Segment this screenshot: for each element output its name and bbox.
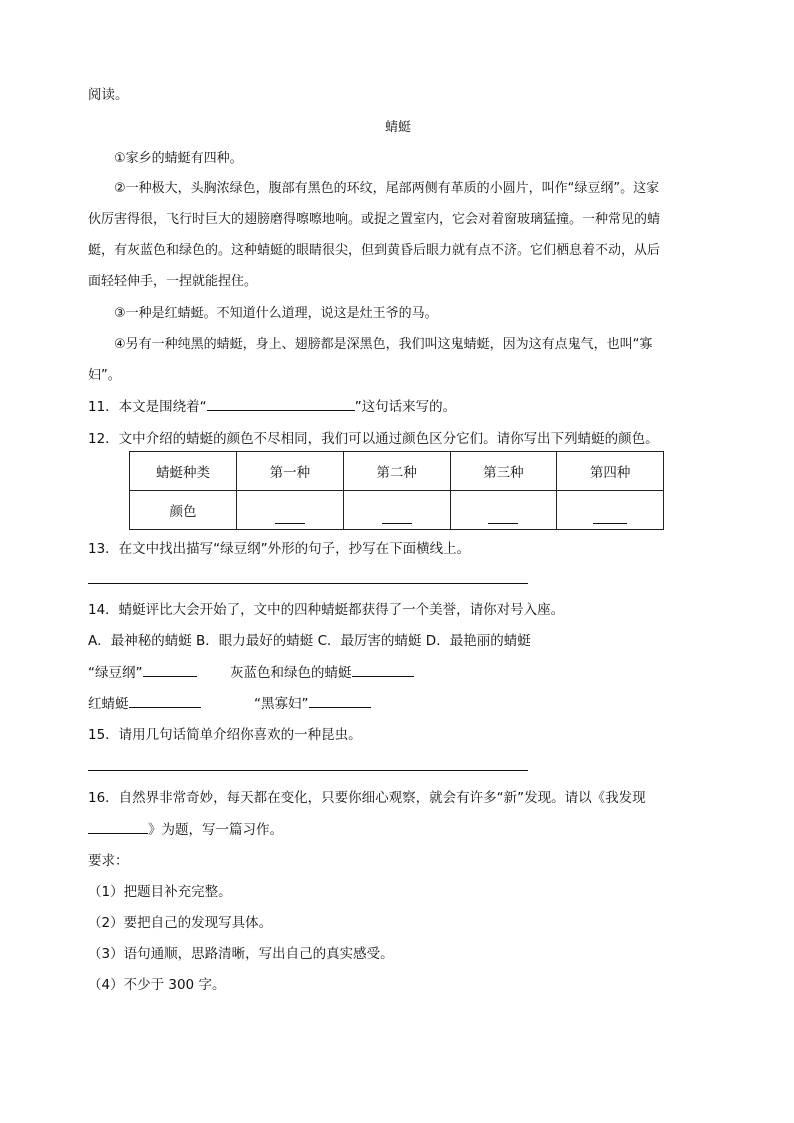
answer-blank[interactable] [593,511,627,524]
passage-title: 蜻蜓 [385,120,412,135]
passage-para-2-line-2: 伙厉害得很，飞行时巨大的翅膀磨得嚓嚓地响。或捉之置室内，它会对着窗玻璃猛撞。一种常见的蜻 [88,212,661,227]
q14-item-2 [230,661,414,681]
q14-options: A．最神秘的蜻蜓 B．眼力最好的蜻蜓 C．最厉害的蜻蜓 D．最艳丽的蜻蜓 [88,633,531,649]
q16-title-blank[interactable] [88,819,148,834]
passage-para-3: ③一种是红蜻蜓。不知道什么道理，说这是灶王爷的马。 [114,306,438,321]
table-header-cell: 第二种 [343,452,450,491]
reading-lead: 阅读。 [88,87,129,103]
q14-item-2-label: 灰蓝色和绿色的蜻蜓 [230,665,352,681]
question-16-line-2 [88,818,283,838]
table-row [130,452,664,491]
q11-text-after: ”这句话来写的。 [354,399,457,415]
q13-answer-line[interactable] [88,583,528,584]
question-15: 15．请用几句话简单介绍你喜欢的一种昆虫。 [88,727,362,743]
q14-item-3-blank[interactable] [129,693,201,708]
table-cell [237,491,344,530]
table-row [130,491,664,530]
question-16-line-1: 16．自然界非常奇妙，每天都在变化，只要你细心观察，就会有许多“新”发现。请以《我发现 [88,790,646,806]
table-header-cell: 第四种 [557,452,664,491]
color-table [129,451,664,530]
q16-requirements-title: 要求： [88,853,129,869]
q14-item-3-label: 红蜻蜓 [88,696,129,712]
table-cell [557,491,664,530]
q16-line-2-text: 》为题，写一篇习作。 [148,822,283,838]
answer-blank[interactable] [488,511,518,524]
q16-requirement-3: （3）语句通顺，思路清晰，写出自己的真实感受。 [88,946,394,962]
q14-item-4-blank[interactable] [309,693,371,708]
q15-answer-line[interactable] [88,770,528,771]
table-row-label: 颜色 [130,491,237,530]
q11-text-before: 11．本文是围绕着“ [88,399,207,415]
question-13: 13．在文中找出描写“绿豆纲”外形的句子，抄写在下面横线上。 [88,541,471,557]
passage-para-4-line-2: 妇”。 [88,368,121,383]
q16-requirement-2: （2）要把自己的发现写具体。 [88,915,273,931]
answer-blank[interactable] [382,511,412,524]
q14-item-4-label: “黑寡妇” [254,696,309,712]
table-cell [343,491,450,530]
q14-item-1 [88,661,197,681]
passage-para-1: ①家乡的蜻蜓有四种。 [114,151,243,166]
q16-requirement-1: （1）把题目补充完整。 [88,884,232,900]
q14-item-2-blank[interactable] [352,662,414,677]
q16-requirement-4: （4）不少于 300 字。 [88,977,226,993]
table-header-cell: 蜻蜓种类 [130,452,237,491]
question-11 [88,395,456,415]
question-14: 14．蜻蜓评比大会开始了，文中的四种蜻蜓都获得了一个美誉，请你对号入座。 [88,602,565,618]
q11-answer-blank[interactable] [207,396,355,411]
passage-para-2-line-3: 蜓，有灰蓝色和绿色的。这种蜻蜓的眼睛很尖，但到黄昏后眼力就有点不济。它们栖息着不动，从后 [88,243,661,258]
q14-item-1-blank[interactable] [143,662,197,677]
table-header-cell: 第一种 [237,452,344,491]
table-header-cell: 第三种 [450,452,557,491]
passage-para-2-line-1: ②一种极大，头胸浓绿色，腹部有黑色的环纹，尾部两侧有革质的小圆片，叫作“绿豆纲”。这家 [114,181,660,196]
passage-para-4-line-1: ④另有一种纯黑的蜻蜓，身上、翅膀都是深黑色，我们叫这鬼蜻蜓，因为这有点鬼气，也叫“寡 [114,337,653,352]
question-12: 12．文中介绍的蜻蜓的颜色不尽相同，我们可以通过颜色区分它们。请你写出下列蜻蜓的颜色。 [88,431,659,447]
table-cell [450,491,557,530]
passage-para-2-line-4: 面轻轻伸手，一捏就能捏住。 [88,274,258,289]
answer-blank[interactable] [275,511,305,524]
q14-item-4 [254,692,371,712]
q14-item-3 [88,692,201,712]
q14-item-1-label: “绿豆纲” [88,665,143,681]
